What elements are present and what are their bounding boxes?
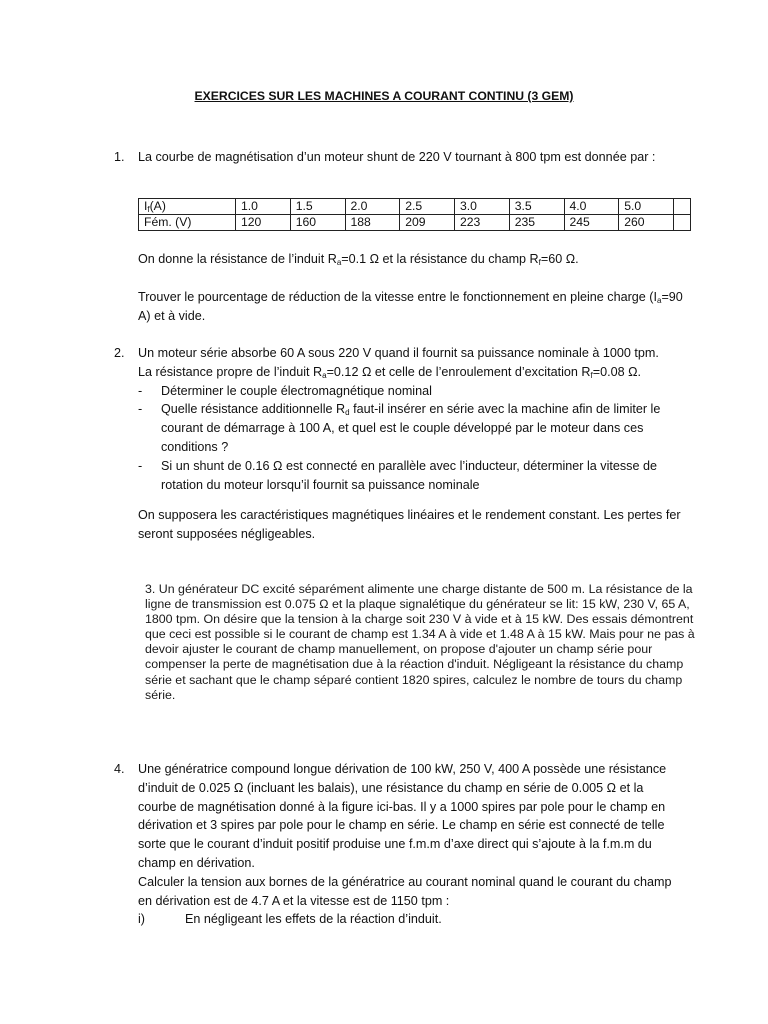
- exercise-2-text: La résistance propre de l’induit R: [138, 364, 323, 379]
- list-item: [138, 910, 676, 929]
- exercise-4-calc: Calculer la tension aux bornes de la génératrice au courant nominal quand le courant du champ en dérivation est de 4.7 A et la vitesse est de 1150 tpm :: [138, 874, 672, 908]
- subscript: d: [345, 408, 350, 418]
- given-text: =60 Ω.: [540, 252, 579, 266]
- table-cell: 2.0: [345, 199, 400, 215]
- dash-bullet: -: [138, 402, 143, 417]
- exercise-1-number: 1.: [114, 150, 125, 164]
- table-cell: 120: [236, 215, 291, 231]
- table-cell: 1.5: [290, 199, 345, 215]
- table-cell: 4.0: [564, 199, 619, 215]
- item-text: En négligeant les effets de la réaction d’induit.: [185, 912, 442, 927]
- bullet-text: Quelle résistance additionnelle R: [161, 402, 346, 417]
- table-cell: 3.5: [509, 199, 564, 215]
- dash-bullet: -: [138, 383, 143, 398]
- list-item: [138, 457, 681, 495]
- table-row-label: $I_f(A)$: [139, 199, 236, 215]
- exercise-2-number: 2.: [114, 346, 125, 360]
- subscript: a: [657, 296, 662, 305]
- exercise-3: 3. Un générateur DC excité séparément alimente une charge distante de 500 m. La résistance de la ligne de transmission est 0.075 Ω et la plaque signalétique du générateur se lit: 15 kW, 230 V, 65 A, 1800 tpm. On désire que la tension à la charge soit 230 V à vide et à 15 kW. Des essais démontrent que ceci est possible si le courant de champ est 1.34 A à vide et 1.48 A à 15 kW. Mais pour ne pas à devoir ajuster le courant de champ manuellement, on propose d'ajouter un champ série pour compenser la perte de magnétisation due à la réaction d'induit. Négligeant la résistance du champ série et sachant que le champ séparé contient 1820 spires, calculez le nombre de tours du champ série.: [145, 582, 695, 702]
- table-cell: 245: [564, 215, 619, 231]
- table-cell: 1.0: [236, 199, 291, 215]
- exercise-2-note: [138, 506, 683, 544]
- exercise-1-intro: [138, 148, 718, 167]
- page-title: EXERCICES SUR LES MACHINES A COURANT CONTINU (3 GEM): [194, 89, 574, 103]
- table-cell: 3.0: [455, 199, 510, 215]
- table-cell-empty: [674, 215, 691, 231]
- question-text: =90 A) et à vide.: [138, 290, 683, 323]
- list-item: [138, 382, 681, 401]
- given-text: =0.1 Ω et la résistance du champ R: [341, 252, 539, 266]
- roman-numeral: i): [138, 912, 145, 927]
- bullet-text: Déterminer le couple électromagnétique nominal: [161, 383, 432, 398]
- exercise-2: [138, 344, 698, 494]
- subscript: f: [538, 258, 541, 267]
- exercise-4-text: Une génératrice compound longue dérivation de 100 kW, 250 V, 400 A possède une résistance d’induit de 0.025 Ω (incluant les balais), une résistance du champ en série de 0.005 Ω et la courbe de magnétisation donné à la figure ici-bas. Il y a 1000 spires par pole pour le champ en dérivation et 3 spires par pole pour le champ en série. Le champ en série est connecté de telle sorte que le courant d’induit positif produise une f.m.m d’axe direct qui s’ajoute à la f.m.m du champ en dérivation.: [138, 762, 667, 870]
- table-cell: 160: [290, 215, 345, 231]
- table-row: [139, 199, 691, 215]
- exercise-1-question: [138, 288, 683, 326]
- exercise-2-text: =0.12 Ω et celle de l’enroulement d’excitation R: [326, 364, 591, 379]
- exercise-1-intro-text: La courbe de magnétisation d’un moteur shunt de 220 V tournant à 800 tpm est donnée par :: [138, 150, 656, 164]
- exercise-4-number: 4.: [114, 762, 125, 776]
- subscript: f: [590, 370, 593, 380]
- question-text: Trouver le pourcentage de réduction de la vitesse entre le fonctionnement en pleine charge (I: [138, 290, 657, 304]
- table-cell: 5.0: [619, 199, 674, 215]
- table-cell: 2.5: [400, 199, 455, 215]
- bullet-text: faut-il insérer en série avec la machine afin de limiter le courant de démarrage à 100 A, et quel est le couple développé par le moteur dans ces conditions ?: [161, 402, 661, 454]
- table-cell-empty: [674, 199, 691, 215]
- table-row-label: Fém. (V): [139, 215, 236, 231]
- table-cell: 223: [455, 215, 510, 231]
- table-row: [139, 215, 691, 231]
- table-cell: 209: [400, 215, 455, 231]
- exercise-2-text: =0.08 Ω.: [592, 364, 641, 379]
- exercise-1-given: [138, 250, 698, 269]
- given-text: On donne la résistance de l’induit R: [138, 252, 337, 266]
- table-cell: 188: [345, 215, 400, 231]
- exercise-4: [138, 760, 676, 929]
- subscript: a: [336, 258, 342, 267]
- exercise-2-line2: [138, 363, 698, 382]
- table-cell: 235: [509, 215, 564, 231]
- magnetization-table: [138, 198, 691, 231]
- dash-bullet: -: [138, 458, 143, 473]
- table-cell: 260: [619, 215, 674, 231]
- subscript: a: [322, 370, 327, 380]
- list-item: [138, 400, 681, 456]
- exercise-2-line1: Un moteur série absorbe 60 A sous 220 V quand il fournit sa puissance nominale à 1000 tpm.: [138, 346, 659, 360]
- bullet-text: Si un shunt de 0.16 Ω est connecté en parallèle avec l’inducteur, déterminer la vitesse de rotation du moteur lorsqu’il fournit sa puissance nominale: [161, 458, 657, 492]
- note-text: On supposera les caractéristiques magnétiques linéaires et le rendement constant. Les pertes fer seront supposées négligeables.: [138, 508, 681, 541]
